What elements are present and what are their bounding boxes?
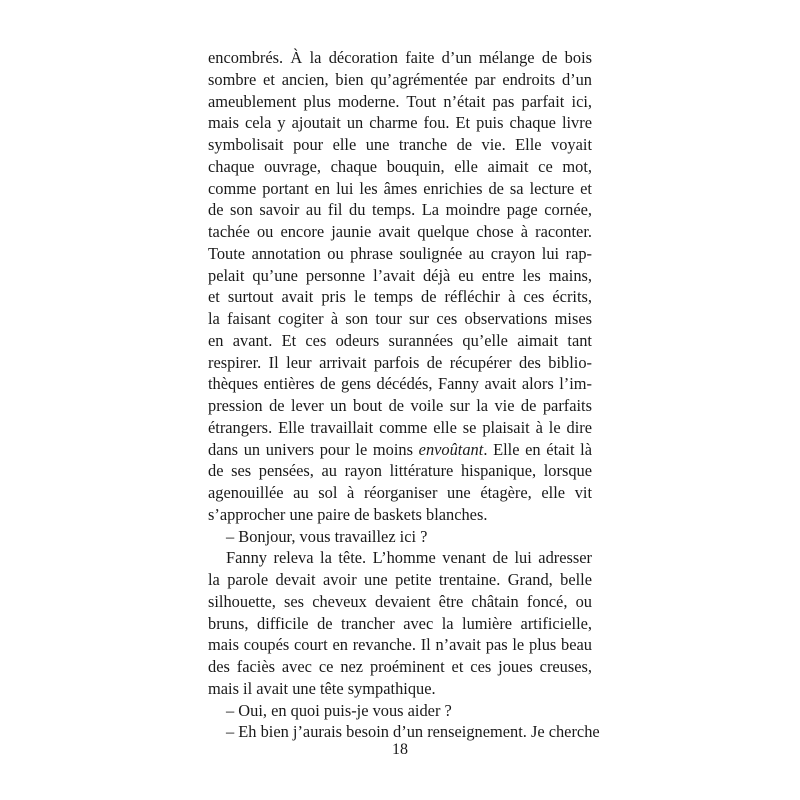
emphasized-word: envoûtant bbox=[418, 439, 484, 459]
text-line: chaque ouvrage, chaque bouquin, elle aimait ce mot, bbox=[208, 156, 592, 176]
text-line: mais cela y ajoutait un charme fou. Et puis chaque livre bbox=[208, 113, 592, 133]
text-line: respirer. Il leur arrivait parfois de récupérer des biblio- bbox=[208, 352, 592, 372]
text-line: s’approcher une paire de baskets blanches. bbox=[208, 504, 488, 524]
text-line: de ses pensées, au rayon littérature hispanique, lorsque bbox=[208, 461, 592, 481]
text-line: thèques entières de gens décédés, Fanny avait alors l’im- bbox=[208, 374, 592, 394]
text-line: Toute annotation ou phrase soulignée au crayon lui rap- bbox=[208, 243, 592, 263]
text-line: agenouillée au sol à réorganiser une étagère, elle vit bbox=[208, 483, 592, 502]
text-line: pression de lever un bout de voile sur la vie de parfaits bbox=[208, 396, 592, 415]
text-line: de son savoir au fil du temps. La moindre page cornée, bbox=[208, 200, 592, 220]
text-line: mais il avait une tête sympathique. bbox=[208, 678, 436, 698]
text-line: la faisant cogiter à son tour sur ces observations mises bbox=[208, 309, 592, 328]
text-line: des faciès avec ce nez proéminent et ces joues creuses, bbox=[208, 657, 592, 676]
text-line: comme portant en lui les âmes enrichies de sa lecture et bbox=[208, 178, 592, 198]
text-line: ameublement plus moderne. Tout n’était pas parfait ici, bbox=[208, 91, 592, 111]
text-line: tachée ou encore jaunie avait quelque chose à raconter. bbox=[208, 222, 592, 241]
text-line: Fanny releva la tête. L’homme venant de lui adresser bbox=[226, 548, 592, 568]
text-line: mais coupés court en revanche. Il n’avait pas le plus beau bbox=[208, 635, 592, 655]
text-line: pelait qu’une personne l’avait déjà eu entre les mains, bbox=[208, 265, 592, 285]
text-segment: dans un univers pour le moins bbox=[208, 439, 419, 459]
text-line: bruns, difficile de trancher avec la lumière artificielle, bbox=[208, 613, 592, 633]
text-line: la parole devait avoir une petite trentaine. Grand, belle bbox=[208, 570, 592, 589]
page-body bbox=[208, 47, 600, 743]
text-line: étrangers. Elle travaillait comme elle se plaisait à le dire bbox=[208, 417, 592, 437]
text-line: symbolisait pour elle une tranche de vie. Elle voyait bbox=[208, 135, 592, 154]
dialogue-line: – Bonjour, vous travaillez ici ? bbox=[226, 526, 428, 546]
dialogue-line: – Oui, en quoi puis-je vous aider ? bbox=[226, 700, 452, 720]
text-line: silhouette, ses cheveux devaient être châtain foncé, ou bbox=[208, 591, 592, 611]
text-line: sombre et ancien, bien qu’agrémentée par endroits d’un bbox=[208, 69, 592, 89]
text-segment: . Elle en était là bbox=[483, 439, 592, 459]
text-line: – Eh bien j’aurais besoin d’un renseignement. Je cherche bbox=[226, 722, 600, 742]
text-line: encombrés. À la décoration faite d’un mélange de bois bbox=[208, 48, 592, 67]
text-line bbox=[208, 439, 592, 461]
page-number: 18 bbox=[392, 741, 408, 758]
text-line: et surtout avait pris le temps de réfléchir à ces écrits, bbox=[208, 287, 592, 307]
text-line: en avant. Et ces odeurs surannées qu’elle aimait tant bbox=[208, 330, 592, 350]
